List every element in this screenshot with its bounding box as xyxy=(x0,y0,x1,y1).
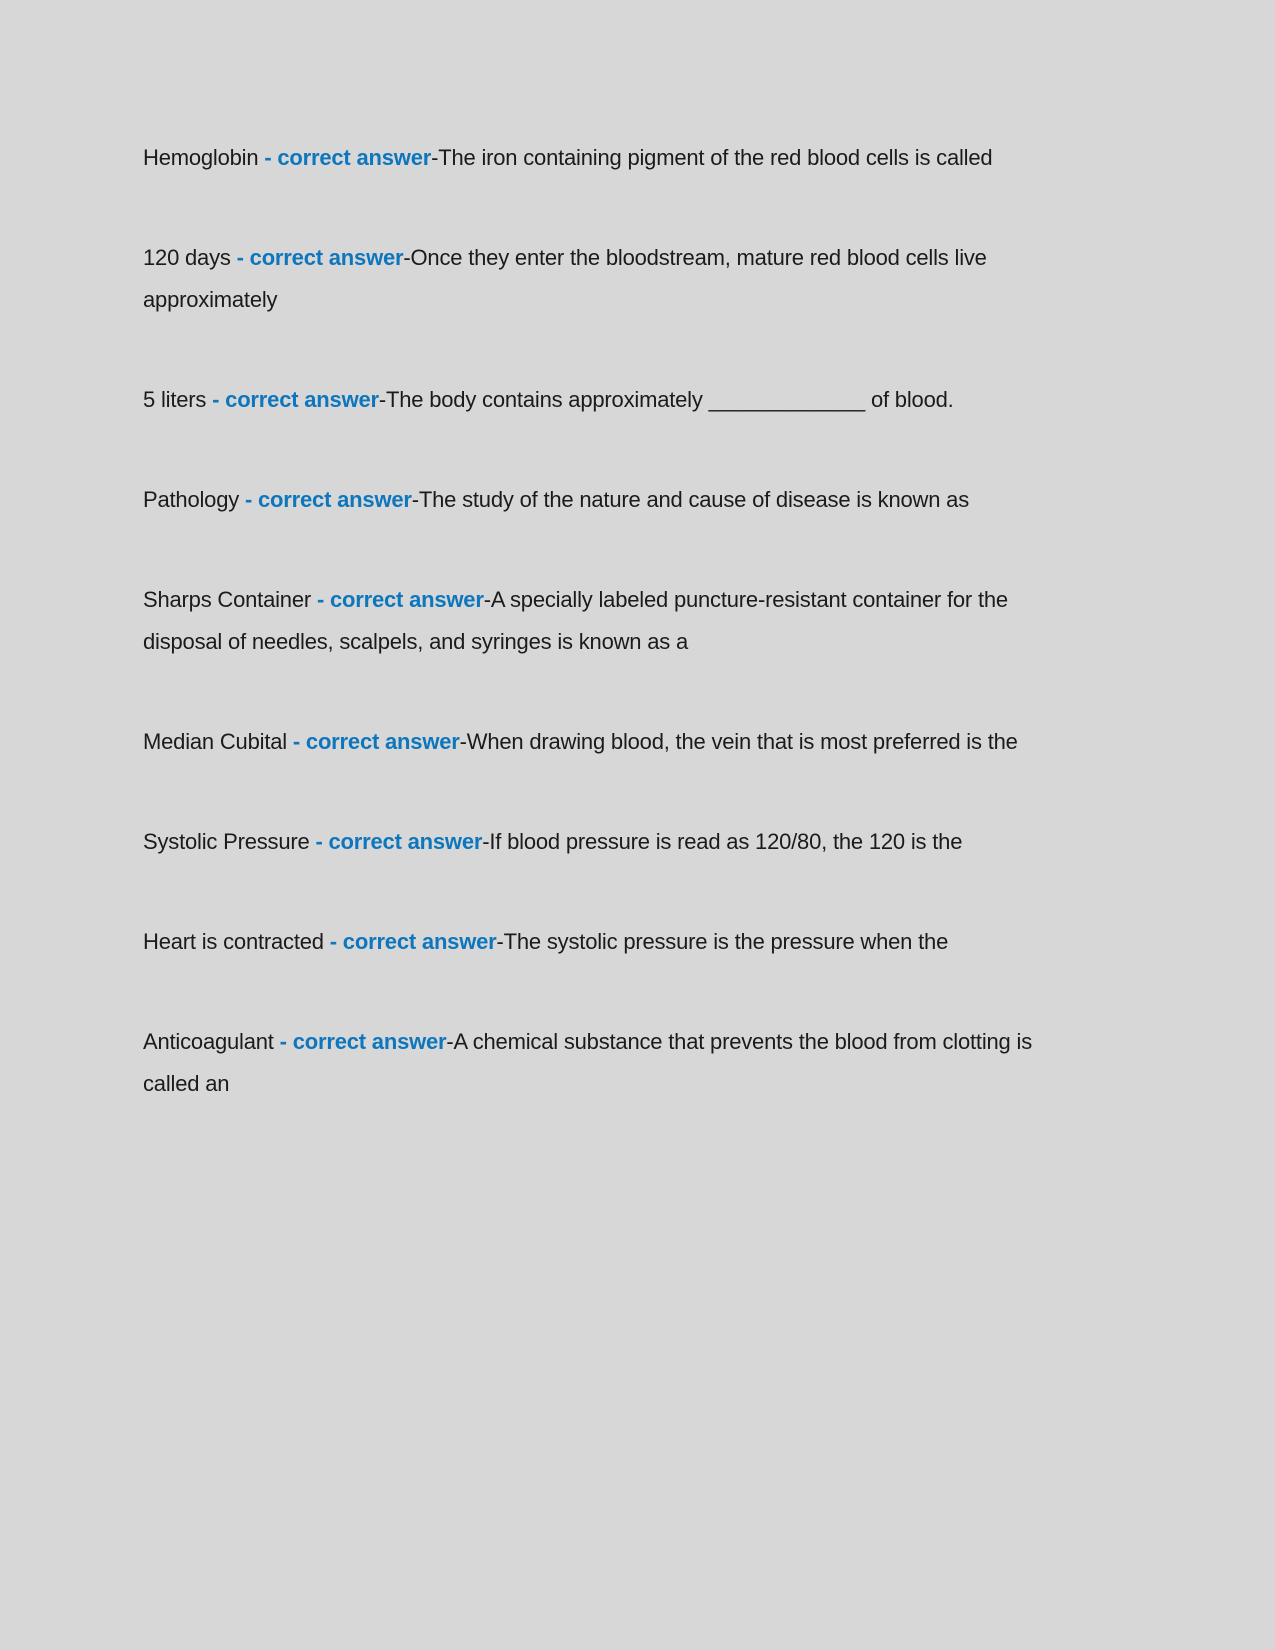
qa-term: Anticoagulant xyxy=(143,1029,274,1054)
qa-item xyxy=(143,479,1075,521)
qa-question: -The iron containing pigment of the red blood cells is called xyxy=(431,145,993,170)
qa-question: -Once they enter the bloodstream, mature red blood cells live approximately xyxy=(143,245,987,312)
correct-answer-marker: - correct answer xyxy=(315,829,483,854)
correct-answer-marker: - correct answer xyxy=(292,729,460,754)
correct-answer-marker: - correct answer xyxy=(212,387,379,412)
qa-item xyxy=(143,579,1075,663)
qa-item xyxy=(143,821,1075,863)
qa-question: -If blood pressure is read as 120/80, the 120 is the xyxy=(482,829,963,854)
qa-item xyxy=(143,237,1075,321)
qa-item xyxy=(143,137,1075,179)
qa-term: Pathology xyxy=(143,487,240,512)
correct-answer-marker: - correct answer xyxy=(316,587,484,612)
qa-item xyxy=(143,721,1075,763)
qa-item xyxy=(143,1021,1075,1105)
qa-term: Hemoglobin xyxy=(143,145,259,170)
qa-question: -When drawing blood, the vein that is most preferred is the xyxy=(459,729,1018,754)
correct-answer-marker: - correct answer xyxy=(236,245,404,270)
qa-question: -The body contains approximately _____________ of blood. xyxy=(378,387,954,412)
qa-term: Sharps Container xyxy=(143,587,312,612)
qa-term: Heart is contracted xyxy=(143,929,324,954)
qa-term: Systolic Pressure xyxy=(143,829,310,854)
qa-item xyxy=(143,921,1075,963)
correct-answer-marker: - correct answer xyxy=(329,929,497,954)
qa-term: 120 days xyxy=(143,245,231,270)
qa-question: -The study of the nature and cause of disease is known as xyxy=(411,487,970,512)
correct-answer-marker: - correct answer xyxy=(244,487,412,512)
correct-answer-marker: - correct answer xyxy=(279,1029,447,1054)
qa-question: -A chemical substance that prevents the blood from clotting is called an xyxy=(143,1029,1032,1096)
qa-question: -A specially labeled puncture-resistant container for the disposal of needles, scalpels, and syringes is known as a xyxy=(143,587,1008,654)
qa-item xyxy=(143,379,1075,421)
qa-question: -The systolic pressure is the pressure when the xyxy=(496,929,949,954)
qa-term: 5 liters xyxy=(143,387,207,412)
qa-term: Median Cubital xyxy=(143,729,287,754)
correct-answer-marker: - correct answer xyxy=(264,145,432,170)
